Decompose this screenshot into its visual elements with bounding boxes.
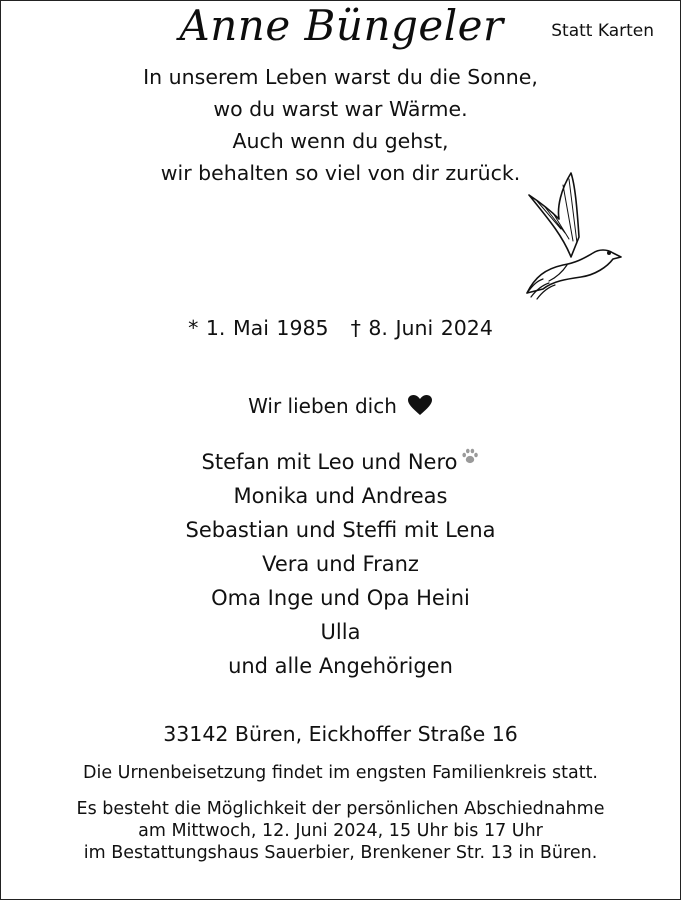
life-dates (1, 316, 680, 340)
love-line (1, 394, 680, 418)
list-item (1, 445, 680, 479)
farewell-info (1, 798, 680, 864)
address: 33142 Büren, Eickhoffer Straße 16 (163, 722, 518, 746)
list-item: Sebastian und Steffi mit Lena (185, 518, 496, 542)
poem-line: wir behalten so viel von dir zurück. (160, 161, 521, 185)
statt-karten-label: Statt Karten (551, 21, 654, 41)
dove-icon (523, 167, 623, 301)
poem-line: wo du warst war Wärme. (213, 97, 468, 121)
list-item: und alle Angehörigen (228, 654, 453, 678)
mourner-name: Stefan mit Leo und Nero (201, 450, 458, 474)
farewell-line: Es besteht die Möglichkeit der persönlichen Abschiednahme (76, 799, 605, 819)
birth-date: * 1. Mai 1985 (188, 316, 329, 340)
list-item: Monika und Andreas (233, 484, 448, 508)
poem-line: Auch wenn du gehst, (232, 129, 449, 153)
paw-icon (461, 447, 479, 465)
list-item: Vera und Franz (262, 552, 419, 576)
farewell-line: am Mittwoch, 12. Juni 2024, 15 Uhr bis 17 Uhr (138, 821, 543, 841)
list-item: Ulla (320, 620, 361, 644)
poem-line: In unserem Leben warst du die Sonne, (143, 65, 538, 89)
list-item: Oma Inge und Opa Heini (211, 586, 470, 610)
death-date: † 8. Juni 2024 (350, 316, 493, 340)
heart-icon (407, 394, 433, 416)
burial-notice: Die Urnenbeisetzung findet im engsten Familienkreis statt. (82, 763, 598, 783)
mourners-list (1, 445, 680, 683)
love-text: Wir lieben dich (248, 394, 397, 418)
farewell-line: im Bestattungshaus Sauerbier, Brenkener Str. 13 in Büren. (83, 843, 598, 863)
deceased-name: Anne Büngeler (179, 1, 504, 50)
